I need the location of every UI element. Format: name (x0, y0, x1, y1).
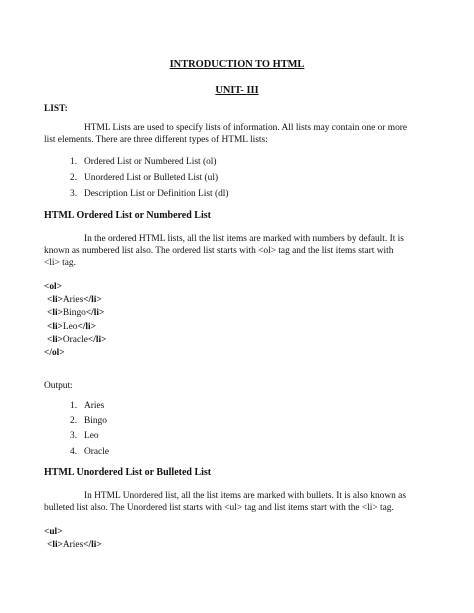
list-item: 3. Leo (70, 431, 99, 442)
list-item: 1. Ordered List or Numbered List (ol) (70, 157, 217, 167)
unordered-code-block (44, 526, 102, 551)
code-line: <ol> (44, 282, 62, 292)
intro-paragraph (44, 122, 437, 146)
code-line: <li>Leo</li> (47, 321, 96, 332)
intro-line-2: list elements. There are three different types of HTML lists: (44, 135, 268, 146)
ordered-code-block (44, 281, 106, 359)
unordered-heading: HTML Unordered List or Bulleted List (44, 467, 212, 478)
code-line: </ol> (44, 348, 65, 359)
list-item: 3. Description List or Definition List (dl) (70, 189, 229, 200)
code-line: <li>Bingo</li> (47, 308, 105, 319)
list-item: 2. Bingo (70, 416, 107, 427)
code-line: <ul> (44, 527, 63, 537)
code-line: <li>Aries</li> (47, 540, 102, 551)
list-item: 4. Oracle (70, 446, 109, 457)
list-label: LIST: (44, 104, 68, 114)
unordered-paragraph: In HTML Unordered list, all the list items are marked with bullets. It is also known as bulleted list also. The Unordered list starts with <ul> tag and list items start with the <li> tag. (44, 491, 406, 514)
ordered-paragraph: In the ordered HTML lists, all the list items are marked with numbers by default. It is known as numbered list also. The ordered list starts with <ol> tag and the list items start with <li> tag. (44, 234, 404, 269)
list-item: 1. Aries (70, 401, 105, 411)
ordered-heading: HTML Ordered List or Numbered List (44, 210, 211, 221)
list-item: 2. Unordered List or Bulleted List (ul) (70, 173, 219, 184)
list-types (70, 156, 229, 201)
output-label: Output: (44, 381, 73, 391)
output-list (70, 400, 109, 458)
intro-line-1: HTML Lists are used to specify lists of information. All lists may contain one or more (84, 123, 408, 133)
code-line: <li>Aries</li> (47, 295, 102, 306)
code-line: <li>Oracle</li> (47, 334, 107, 345)
unit-label: UNIT- III (215, 85, 259, 96)
document-title: INTRODUCTION TO HTML (169, 59, 305, 70)
